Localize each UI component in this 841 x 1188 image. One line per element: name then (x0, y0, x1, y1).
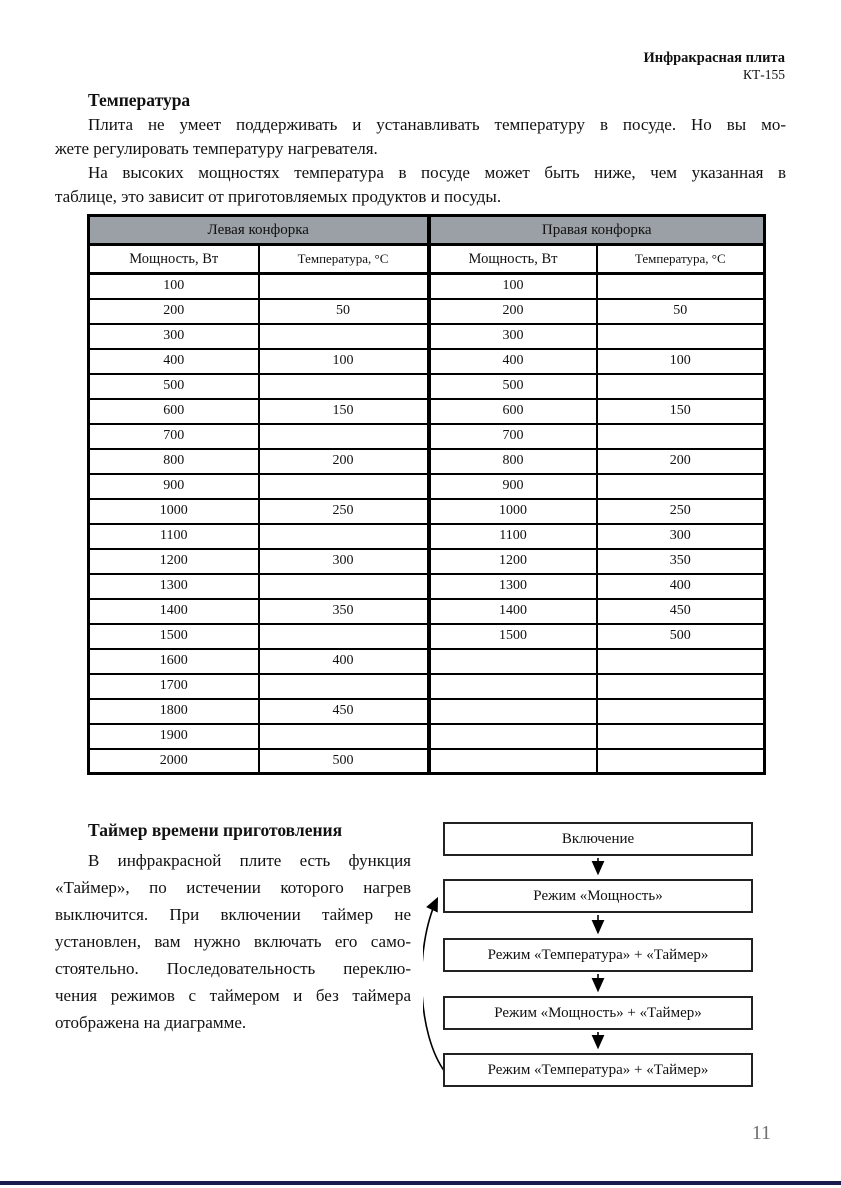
table-row (89, 699, 765, 724)
table-cell: 1900 (89, 724, 259, 749)
table-cell: 1100 (429, 524, 597, 549)
table-cell (259, 674, 429, 699)
table-row (89, 624, 765, 649)
table-cell: 350 (259, 599, 429, 624)
page-number: 11 (751, 1122, 771, 1144)
table-cell (259, 524, 429, 549)
table-row (89, 374, 765, 399)
table-cell: 1000 (89, 499, 259, 524)
table-cell (597, 724, 765, 749)
table-row (89, 674, 765, 699)
timer-section-title: Таймер времени приготовления (88, 820, 343, 840)
group-header-right-burner: Правая конфорка (429, 216, 765, 245)
column-header-temp-right: Температура, °С (597, 245, 765, 274)
text-line: выключится. При включении таймер не (55, 905, 411, 924)
table-cell: 400 (89, 349, 259, 374)
table-cell (597, 649, 765, 674)
table-row (89, 399, 765, 424)
table-cell: 100 (597, 349, 765, 374)
table-cell (597, 474, 765, 499)
table-cell: 300 (429, 324, 597, 349)
doc-header (643, 49, 785, 84)
table-cell: 200 (597, 449, 765, 474)
table-cell: 450 (259, 699, 429, 724)
table-row (89, 724, 765, 749)
table-row (89, 574, 765, 599)
table-cell: 400 (259, 649, 429, 674)
table-cell (259, 724, 429, 749)
table-cell: 100 (429, 274, 597, 299)
paragraph-timer (55, 847, 411, 1036)
flowchart-box: Включение (443, 822, 753, 856)
flowchart-box: Режим «Мощность» (443, 879, 753, 913)
table-cell (259, 574, 429, 599)
group-header-left-burner: Левая конфорка (89, 216, 429, 245)
table-cell: 700 (429, 424, 597, 449)
text-line: отображена на диаграмме. (55, 1013, 247, 1032)
table-cell: 150 (259, 399, 429, 424)
table-cell: 250 (259, 499, 429, 524)
table-row (89, 749, 765, 774)
table-cell: 300 (597, 524, 765, 549)
table-cell (259, 374, 429, 399)
table-cell (597, 424, 765, 449)
table-cell: 1000 (429, 499, 597, 524)
table-cell: 300 (259, 549, 429, 574)
table-row (89, 549, 765, 574)
table-cell (259, 324, 429, 349)
table-cell: 100 (259, 349, 429, 374)
table-cell: 2000 (89, 749, 259, 774)
model-number: КТ-155 (743, 67, 785, 83)
table-cell: 1300 (429, 574, 597, 599)
table-cell: 1100 (89, 524, 259, 549)
timer-section (55, 820, 411, 1036)
table-cell: 700 (89, 424, 259, 449)
table-cell (429, 749, 597, 774)
table-cell: 1600 (89, 649, 259, 674)
text-line: стоятельно. Последовательность переклю- (55, 959, 411, 978)
table-cell: 350 (597, 549, 765, 574)
text-line: В инфракрасной плите есть функция (88, 851, 411, 870)
flowchart (423, 820, 773, 1096)
table-row (89, 524, 765, 549)
text-line: Плита не умеет поддерживать и устанавливать температуру в посуде. Но вы мо- (88, 115, 786, 134)
power-temperature-table (87, 214, 766, 775)
table-cell (597, 374, 765, 399)
table-cell (597, 749, 765, 774)
table-cell: 600 (429, 399, 597, 424)
table-row (89, 474, 765, 499)
table-cell (259, 424, 429, 449)
table-row (89, 349, 765, 374)
table-row (89, 599, 765, 624)
paragraph-temperature-2 (55, 161, 786, 209)
table-cell: 1200 (429, 549, 597, 574)
table-cell: 1400 (89, 599, 259, 624)
text-line: таблице, это зависит от приготовляемых продуктов и посуды. (55, 187, 502, 206)
table-cell: 200 (259, 449, 429, 474)
text-line: На высоких мощностях температура в посуде может быть ниже, чем указанная в (88, 163, 786, 182)
table-cell: 500 (597, 624, 765, 649)
table-cell: 200 (429, 299, 597, 324)
table-cell (429, 724, 597, 749)
table-cell: 900 (89, 474, 259, 499)
table-cell: 1300 (89, 574, 259, 599)
table-body (89, 274, 765, 774)
table-cell (597, 674, 765, 699)
table-row (89, 499, 765, 524)
table-cell: 50 (597, 299, 765, 324)
table-cell: 1400 (429, 599, 597, 624)
table-cell: 400 (597, 574, 765, 599)
flowchart-box: Режим «Мощность» + «Таймер» (443, 996, 753, 1030)
table-cell: 450 (597, 599, 765, 624)
table-cell (259, 274, 429, 299)
table-cell: 1500 (429, 624, 597, 649)
table-row (89, 649, 765, 674)
product-name: Инфракрасная плита (643, 50, 785, 66)
flowchart-box: Режим «Температура» + «Таймер» (443, 1053, 753, 1087)
text-line: «Таймер», по истечении которого нагрев (55, 878, 411, 897)
table-cell: 100 (89, 274, 259, 299)
table-cell: 800 (89, 449, 259, 474)
table-cell: 500 (89, 374, 259, 399)
table-cell: 200 (89, 299, 259, 324)
column-header-power-left: Мощность, Вт (89, 245, 259, 274)
table-cell: 600 (89, 399, 259, 424)
footer-bar (0, 1181, 841, 1185)
table-cell: 250 (597, 499, 765, 524)
table-cell: 400 (429, 349, 597, 374)
table-cell (259, 474, 429, 499)
table-row (89, 324, 765, 349)
table-cell: 300 (89, 324, 259, 349)
table-column-header-row (89, 245, 765, 274)
table-cell (429, 699, 597, 724)
table-cell: 800 (429, 449, 597, 474)
flowchart-box: Режим «Температура» + «Таймер» (443, 938, 753, 972)
table-cell (429, 649, 597, 674)
loop-back-arrow (423, 899, 445, 1072)
table-row (89, 449, 765, 474)
table-row (89, 424, 765, 449)
table-cell: 150 (597, 399, 765, 424)
table-cell: 50 (259, 299, 429, 324)
table-group-header-row (89, 216, 765, 245)
text-line: чения режимов с таймером и без таймера (55, 986, 411, 1005)
table-cell: 1700 (89, 674, 259, 699)
table-cell (597, 324, 765, 349)
table-row (89, 274, 765, 299)
table-cell: 900 (429, 474, 597, 499)
table-cell (597, 699, 765, 724)
table-cell: 1800 (89, 699, 259, 724)
column-header-power-right: Мощность, Вт (429, 245, 597, 274)
table-cell: 1500 (89, 624, 259, 649)
paragraph-temperature-1 (55, 113, 786, 161)
text-line: жете регулировать температуру нагревателя. (55, 139, 378, 158)
table-cell: 500 (259, 749, 429, 774)
table-cell (259, 624, 429, 649)
table-cell (597, 274, 765, 299)
table-cell: 500 (429, 374, 597, 399)
table-cell (429, 674, 597, 699)
temperature-section-title: Температура (88, 90, 191, 110)
text-line: установлен, вам нужно включать его само- (55, 932, 411, 951)
table-cell: 1200 (89, 549, 259, 574)
column-header-temp-left: Температура, °С (259, 245, 429, 274)
table-row (89, 299, 765, 324)
